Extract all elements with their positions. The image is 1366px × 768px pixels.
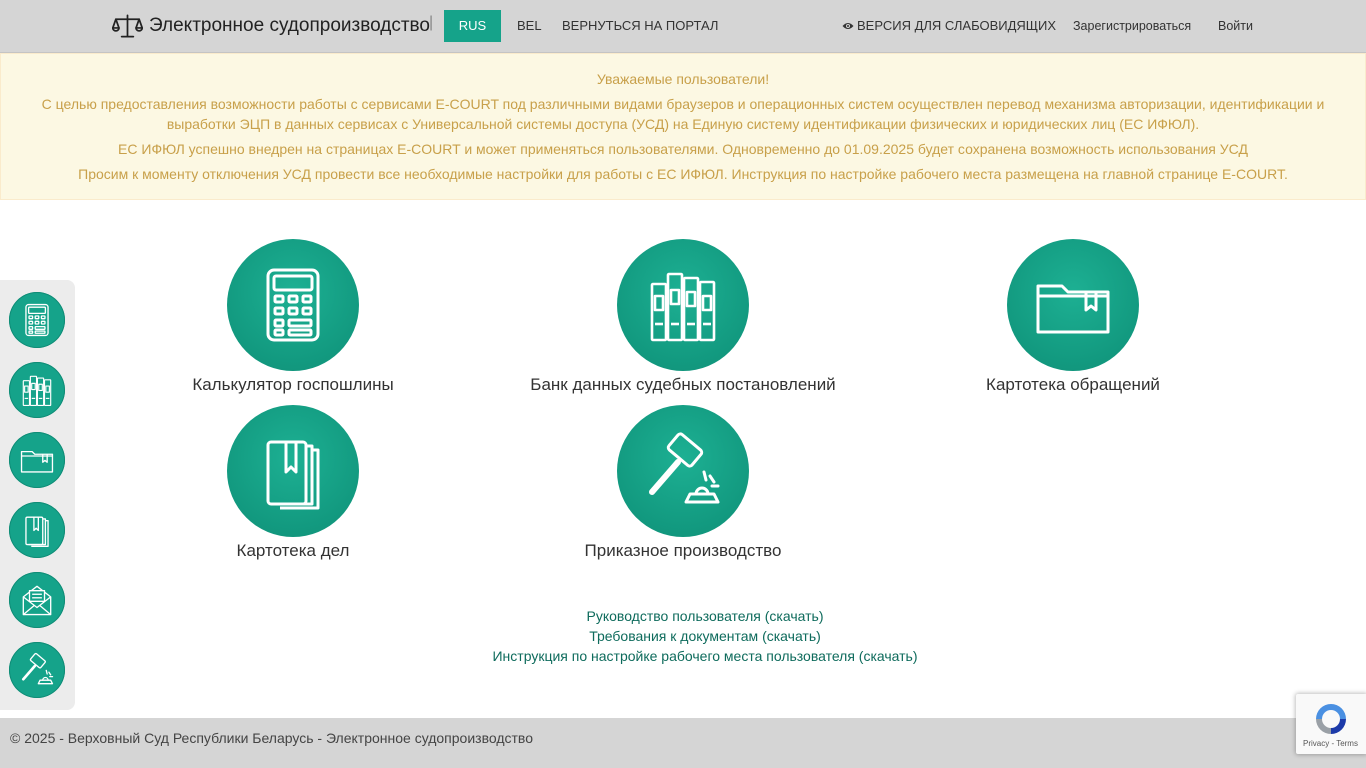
folder-icon [1030, 262, 1116, 348]
alert-line-2: ЕС ИФЮЛ успешно внедрен на страницах E-COURT и может применяться пользователями. Одновременно до 01.09.2025 будет сохранена возможность использования УСД [118, 141, 1248, 157]
sidebar-calculator-button[interactable] [9, 292, 65, 348]
service-icon-circle [1007, 239, 1139, 371]
workplace-setup-download-link[interactable]: Инструкция по настройке рабочего места пользователя (скачать) [492, 648, 918, 664]
brand-title: Электронное судопроизводство [149, 15, 430, 36]
service-order-proceedings[interactable] [513, 405, 853, 561]
sidebar-court-decisions-button[interactable] [9, 362, 65, 418]
quick-access-sidebar [0, 280, 75, 710]
service-court-decisions-database[interactable] [513, 239, 853, 395]
service-icon-circle [227, 239, 359, 371]
case-files-icon [18, 511, 56, 549]
lang-bel-button[interactable]: BEL [517, 18, 542, 33]
service-label: Картотека обращений [986, 375, 1160, 394]
page-footer [0, 718, 1366, 768]
envelope-icon [18, 581, 56, 619]
calculator-icon [18, 301, 56, 339]
calculator-icon [250, 262, 336, 348]
top-navbar [0, 0, 1366, 53]
service-icon-circle [227, 405, 359, 537]
case-files-icon [250, 428, 336, 514]
scales-of-justice-icon [112, 12, 143, 40]
service-fee-calculator[interactable] [123, 239, 463, 395]
service-case-registry[interactable] [123, 405, 463, 561]
service-label: Банк данных судебных постановлений [530, 375, 836, 394]
nav-separator: | [429, 14, 434, 31]
books-icon [18, 371, 56, 409]
low-vision-version-link[interactable] [842, 10, 1056, 42]
recaptcha-badge[interactable] [1296, 694, 1366, 754]
user-guide-download-link[interactable]: Руководство пользователя (скачать) [586, 608, 824, 624]
document-links [405, 606, 1005, 666]
sidebar-appeals-button[interactable] [9, 432, 65, 488]
notice-alert [0, 53, 1366, 200]
alert-line-1: С целью предоставления возможности работы с сервисами E-COURT под различными видами браузеров и операционных систем осуществлен перевод механизма авторизации, идентификации и выработки ЭЦП в данных сервисах с Универсальной системы доступа (УСД) на Единую систему идентификации физических и юридических лиц (ЕС ИФЮЛ). [41, 96, 1325, 132]
service-appeals-registry[interactable] [903, 239, 1243, 395]
document-requirements-download-link[interactable]: Требования к документам (скачать) [589, 628, 821, 644]
service-label: Картотека дел [236, 541, 350, 560]
gavel-icon [640, 428, 726, 514]
back-to-portal-link[interactable]: ВЕРНУТЬСЯ НА ПОРТАЛ [562, 18, 719, 33]
service-icon-circle [617, 239, 749, 371]
recaptcha-logo-icon [1313, 701, 1349, 737]
footer-copyright: © 2025 - Верховный Суд Республики Беларусь - Электронное судопроизводство [10, 730, 533, 746]
brand-home-link[interactable] [112, 10, 430, 42]
gavel-icon [18, 651, 56, 689]
register-link[interactable]: Зарегистрироваться [1073, 19, 1192, 33]
sidebar-order-proceedings-button[interactable] [9, 642, 65, 698]
recaptcha-terms[interactable]: Privacy - Terms [1303, 739, 1358, 748]
books-icon [640, 262, 726, 348]
service-label: Калькулятор госпошлины [192, 375, 394, 394]
service-icon-circle [617, 405, 749, 537]
service-label: Приказное производство [584, 541, 782, 560]
sidebar-cases-button[interactable] [9, 502, 65, 558]
alert-title: Уважаемые пользователи! [596, 71, 770, 87]
eye-icon [842, 21, 854, 31]
login-link[interactable]: Войти [1218, 19, 1253, 33]
sidebar-messages-button[interactable] [9, 572, 65, 628]
folder-icon [18, 441, 56, 479]
alert-line-3: Просим к моменту отключения УСД провести все необходимые настройки для работы с ЕС ИФЮЛ. Инструкция по настройке рабочего места размещена на главной странице E-COURT. [78, 166, 1288, 182]
low-vision-label: ВЕРСИЯ ДЛЯ СЛАБОВИДЯЩИХ [857, 18, 1056, 33]
lang-rus-button[interactable]: RUS [444, 10, 501, 42]
